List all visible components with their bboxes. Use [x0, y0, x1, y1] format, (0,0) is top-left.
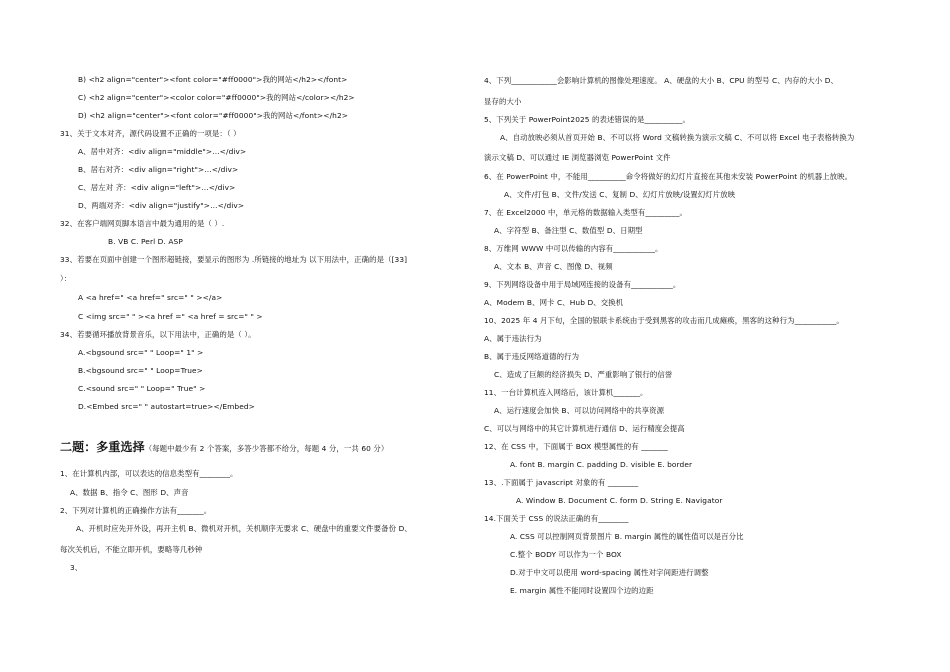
question-3: 3、 [70, 563, 83, 572]
option-line: A、数据 B、指令 C、图形 D、声音 [70, 488, 189, 497]
option-line: A. Window B. Document C. form D. String E. Navigator [516, 496, 723, 505]
question-13: 13、.下面属于 javascript 对象的有 ________ [484, 478, 639, 487]
question-14: 14.下面关于 CSS 的说法正确的有________ [484, 514, 629, 523]
section-title: 二题：多重选择 [60, 440, 145, 454]
question-31: 31、关于文本对齐，源代码设置不正确的一项是：（ ） [60, 129, 241, 138]
option-line: C、可以与网络中的其它计算机进行通信 D、运行精度会提高 [484, 424, 685, 433]
question-8: 8、万维网 WWW 中可以传输的内容有___________。 [484, 244, 663, 253]
option-line: A. font B. margin C. padding D. visible E. border [510, 460, 693, 469]
option-line: A、文本 B、声音 C、图像 D、视频 [494, 262, 613, 271]
question-1: 1、在计算机内部，可以表达的信息类型有________。 [60, 469, 238, 478]
question-5: 5、下列关于 PowerPoint2025 的表述错误的是__________。 [484, 115, 690, 124]
option-line: A、字符型 B、备注型 C、数值型 D、日期型 [494, 226, 643, 235]
option-line: C、造成了巨额的经济损失 D、严重影响了银行的信誉 [494, 370, 673, 379]
section-note: （每题中最少有 2 个答案，多答少答都不给分，每题 4 分，一共 60 分） [144, 444, 389, 453]
option-line: C.整个 BODY 可以作为一个 BOX [510, 550, 622, 559]
question-4: 4、下列____________会影响计算机的图像处理速度。 A、硬盘的大小 B、CPU 的型号 C、内存的大小 D、 [484, 76, 838, 85]
question-6: 6、在 PowerPoint 中，不能用__________命令将做好的幻灯片直接在其他未安装 PowerPoint 的机器上放映。 [484, 172, 853, 181]
question-4-cont: 显存的大小 [484, 97, 522, 106]
option-line: E. margin 属性不能同时设置四个边的边距 [510, 586, 654, 595]
question-10: 10、2025 年 4 月下旬，全国的银联卡系统由于受到黑客的攻击而几成瘫痪，黑客的这种行为___________。 [484, 316, 844, 325]
option-line: D.<Embed src=" " autostart=true></Embed> [78, 402, 255, 411]
option-line: B、属于违反网络道德的行为 [484, 352, 580, 361]
question-12: 12、在 CSS 中，下面属于 BOX 模型属性的有 _______ [484, 442, 668, 451]
option-line: C.<sound src=" " Loop=" True" > [78, 384, 206, 393]
option-b-line: B) <h2 align="center"><font color="#ff0000">我的网站</h2></font> [78, 75, 348, 84]
option-line: B.<bgsound src=" " Loop=True> [78, 366, 203, 375]
question-33-cont: ）： [60, 274, 72, 283]
question-9: 9、下列网络设备中用于局域网连接的设备有___________。 [484, 280, 681, 289]
option-line: A <a href=" <a href=" src=" " ></a> [78, 293, 223, 302]
option-line: A、属于违法行为 [484, 334, 542, 343]
option-line: A、运行速度会加快 B、可以访问网络中的共享资源 [494, 406, 665, 415]
question-34: 34、若要循环播放背景音乐，以下用法中，正确的是（ ）。 [60, 330, 256, 339]
option-line: A. CSS 可以控制网页背景图片 B. margin 属性的属性值可以是百分比 [510, 532, 744, 541]
question-11: 11、一台计算机连入网络后，该计算机_______。 [484, 388, 648, 397]
question-2: 2、下列对计算机的正确操作方法有_______。 [60, 506, 212, 515]
option-line: C、居左对 齐：<div align="left">…</div> [78, 183, 236, 192]
option-line: A、Modem B、网卡 C、Hub D、交换机 [484, 298, 624, 307]
option-line: 每次关机后，不能立即开机，要略等几秒钟 [60, 545, 203, 554]
option-c-line: C) <h2 align="center"><color color="#ff0000">我的网站</color></h2> [78, 93, 355, 102]
option-line: B. VB C. Perl D. ASP [108, 237, 183, 246]
question-32: 32、在客户端网页脚本语言中最为通用的是（ ）. [60, 219, 225, 228]
option-line: D.对于中文可以使用 word-spacing 属性对字间距进行调整 [510, 568, 709, 577]
section-heading [60, 440, 388, 456]
option-line: B、居右对齐：<div align="right">…</div> [78, 165, 239, 174]
option-line: C <img src=" " ><a href =" <a href = src=" " > [78, 312, 263, 321]
option-line: 演示文稿 D、可以通过 IE 浏览器浏览 PowerPoint 文件 [484, 153, 671, 162]
option-line: A、文件/打包 B、文件/发送 C、复制 D、幻灯片放映/设置幻灯片放映 [504, 190, 736, 199]
option-line: A、开机时应先开外设，再开主机 B、微机对开机，关机顺序无要求 C、硬盘中的重要文件要备份 D、 [76, 524, 412, 533]
question-7: 7、在 Excel2000 中，单元格的数据输入类型有_________。 [484, 208, 687, 217]
option-line: A、居中对齐：<div align="middle">…</div> [78, 147, 247, 156]
question-33: 33、若要在页面中创建一个图形超链接，要显示的图形为 .所链接的地址为 以下用法中，正确的是（[33] [60, 255, 408, 264]
option-line: D、两端对齐：<div align="justify">…</div> [78, 201, 245, 210]
option-d-line: D) <h2 align="center"><font color="#ff0000">我的网站</font></h2> [78, 111, 349, 120]
option-line: A.<bgsound src=" " Loop=" 1" > [78, 348, 204, 357]
option-line: A、自动放映必须从首页开始 B、不可以将 Word 文稿转换为演示文稿 C、不可以将 Excel 电子表格转换为 [500, 133, 855, 142]
